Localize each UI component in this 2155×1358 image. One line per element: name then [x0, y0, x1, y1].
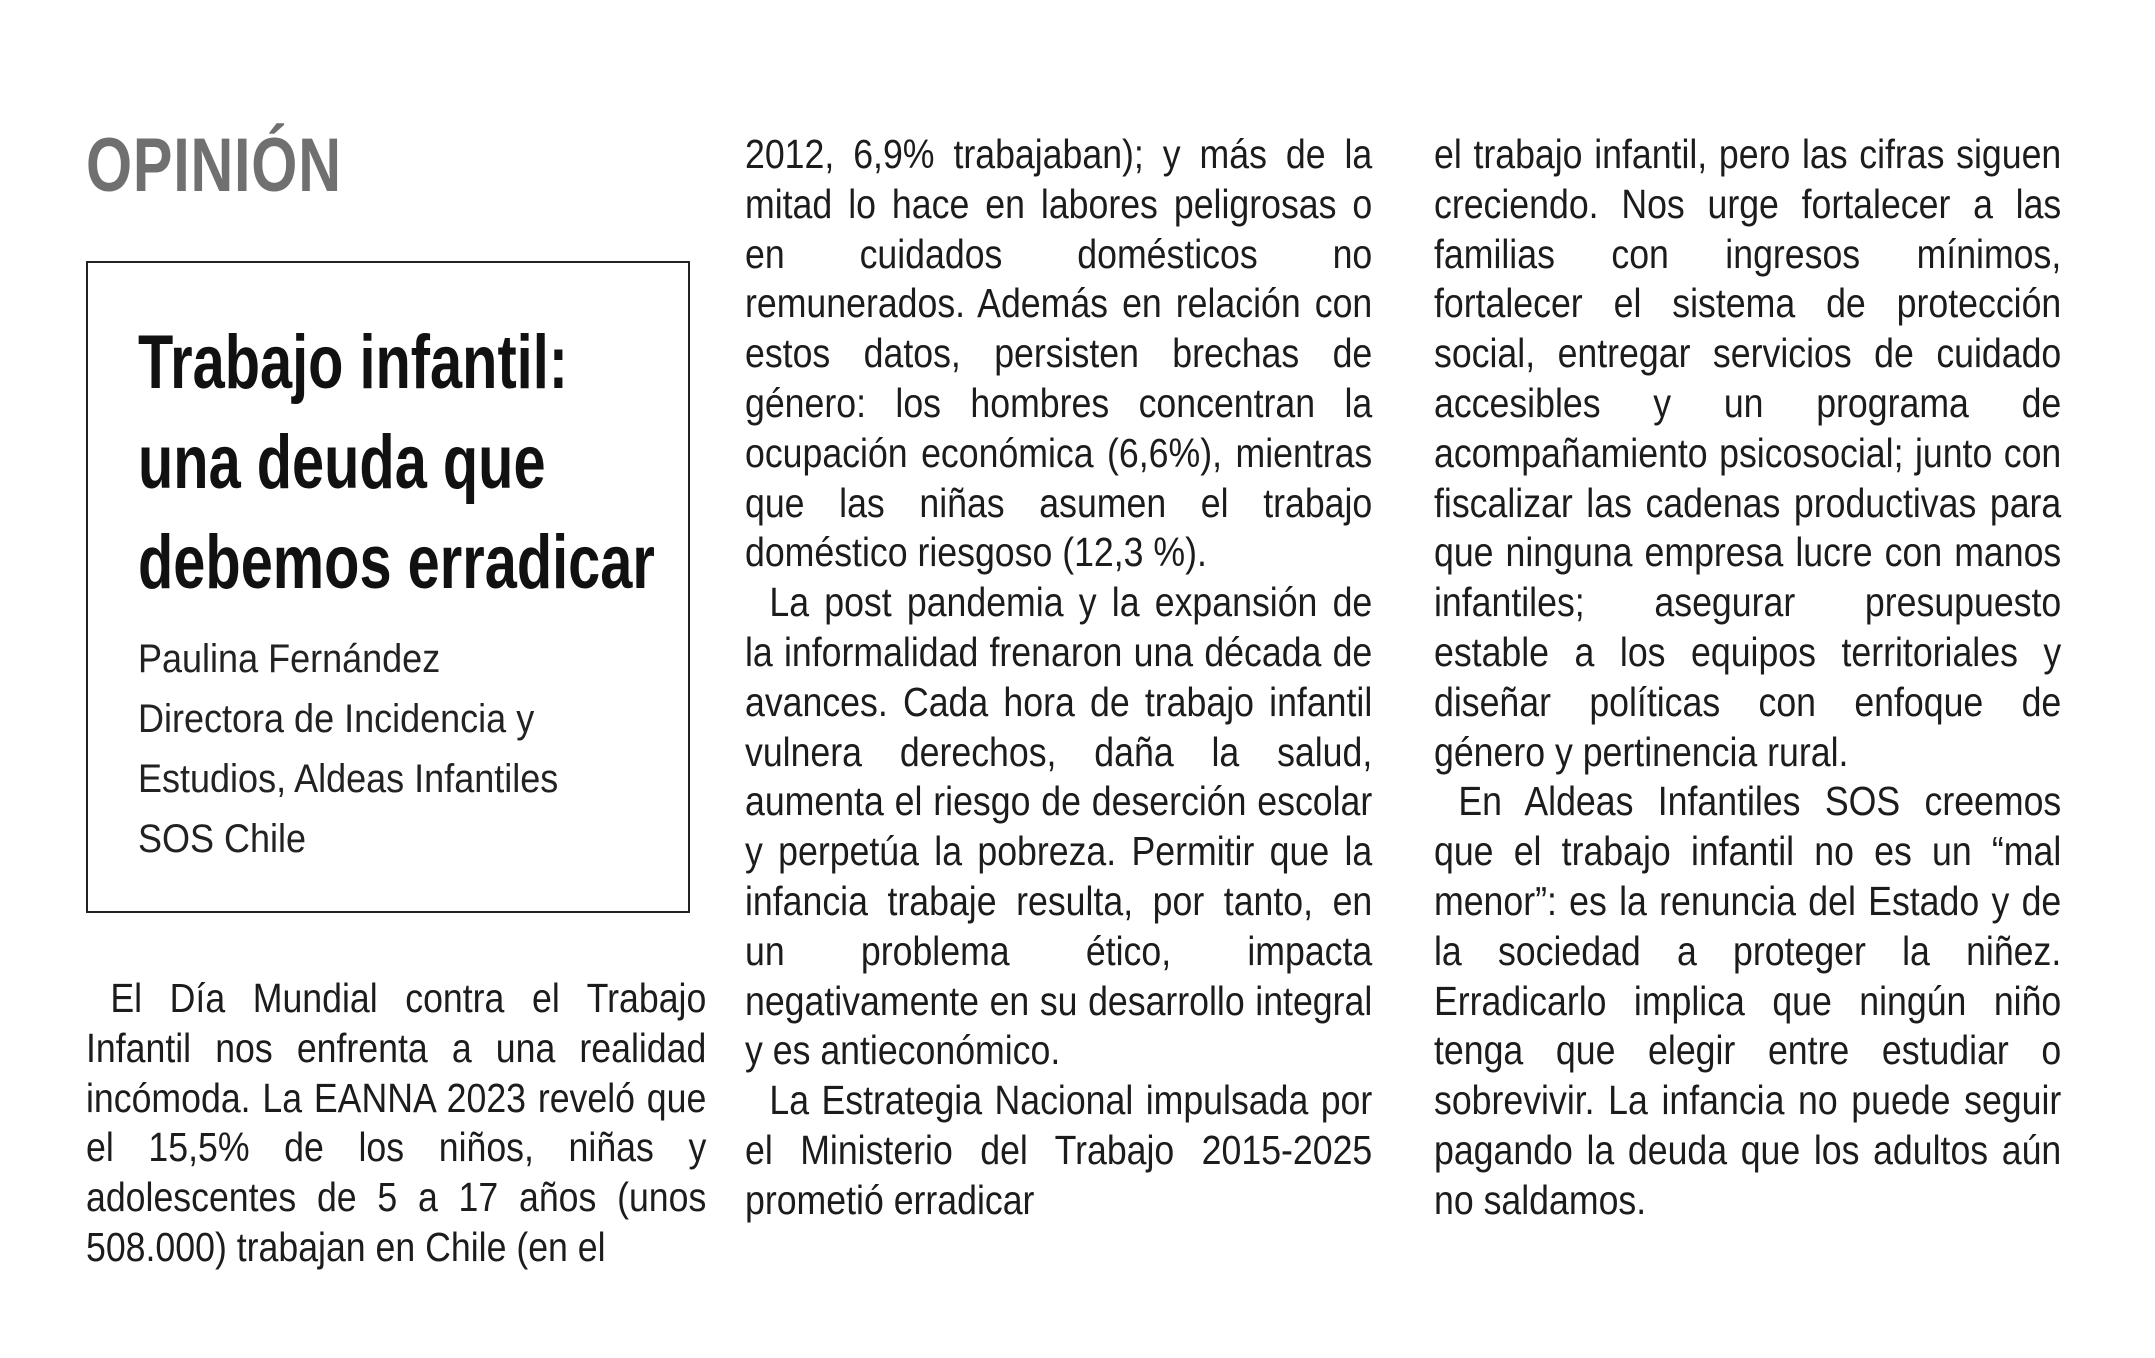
paragraph: La post pandemia y la expansión de la informalidad frenaron una década de avances. Cada hora de trabajo infantil vulnera derechos, daña la salud, aumenta el riesgo de deserción escolar y perpetúa la pobreza. Permitir que la infancia trabaje resulta, por tanto, en un problema ético, impacta negativamente en su desarrollo integral y es antieconómico. [745, 579, 1373, 1074]
article-column-3 [1434, 130, 2061, 1226]
author-byline [138, 629, 558, 869]
paragraph: 2012, 6,9% trabajaban); y más de la mitad lo hace en labores peligrosas o en cuidados domésticos no remunerados. Además en relación con estos datos, persisten brechas de género: los hombres concentran la ocupación económica (6,6%), mientras que las niñas asumen el trabajo doméstico riesgoso (12,3 %). [745, 131, 1373, 576]
article-column-2 [745, 130, 1372, 1226]
author-name: Paulina Fernández [138, 637, 441, 681]
paragraph: El Día Mundial contra el Trabajo Infantil nos enfrenta a una realidad incómoda. La EANNA 2023 reveló que el 15,5% de los niños, niñas y adolescentes de 5 a 17 años (unos 508.000) trabajan en Chile (en el [86, 975, 707, 1270]
article-column-1 [86, 974, 706, 1273]
paragraph: En Aldeas Infantiles SOS creemos que el trabajo infantil no es un “mal menor”: es la renuncia del Estado y de la sociedad a proteger la niñez. Erradicarlo implica que ningún niño tenga que elegir entre estudiar o sobrevivir. La infancia no puede seguir pagando la deuda que los adultos aún no saldamos. [1434, 778, 2062, 1223]
headline-line-1: Trabajo infantil: [138, 320, 569, 405]
headline [138, 313, 685, 613]
headline-line-3: debemos erradicar [138, 520, 655, 605]
paragraph: el trabajo infantil, pero las cifras siguen creciendo. Nos urge fortalecer a las familias con ingresos mínimos, fortalecer el sistema de protección social, entregar servicios de cuidado accesibles y un programa de acompañamiento psicosocial; junto con fiscalizar las cadenas productivas para que ninguna empresa lucre con manos infantiles; asegurar presupuesto estable a los equipos territoriales y diseñar políticas con enfoque de género y pertinencia rural. [1434, 131, 2062, 775]
author-role-line-1: Directora de Incidencia y [138, 697, 535, 741]
author-role-line-3: SOS Chile [138, 817, 307, 861]
section-label: OPINIÓN [86, 123, 342, 208]
headline-line-2: una deuda que [138, 420, 546, 505]
headline-box [86, 261, 690, 913]
paragraph: La Estrategia Nacional impulsada por el Ministerio del Trabajo 2015-2025 prometió erradicar [745, 1077, 1373, 1223]
author-role-line-2: Estudios, Aldeas Infantiles [138, 757, 559, 801]
